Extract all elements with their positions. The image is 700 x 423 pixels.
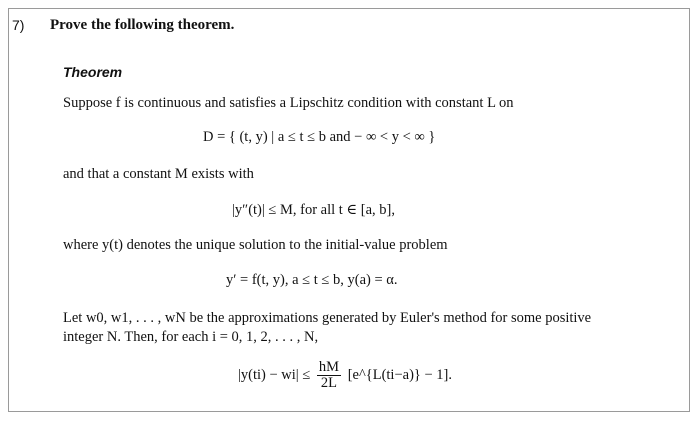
euler-line-1: Let w0, w1, . . . , wN be the approximations generated by Euler's method for some positive xyxy=(63,310,592,326)
bound-equation: |y″(t)| ≤ M, for all t ∈ [a, b], xyxy=(232,202,396,218)
error-bound-equation xyxy=(238,360,452,391)
fraction-denominator: 2L xyxy=(320,375,338,391)
theorem-intro: Suppose f is continuous and satisfies a Lipschitz condition with constant L on xyxy=(63,95,514,111)
error-rhs: [e^{L(ti−a)} − 1]. xyxy=(347,366,452,383)
constant-line: and that a constant M exists with xyxy=(63,166,254,182)
error-fraction xyxy=(317,360,341,391)
question-number: 7) xyxy=(12,17,25,33)
ivp-equation: y′ = f(t, y), a ≤ t ≤ b, y(a) = α. xyxy=(226,272,398,288)
domain-equation: D = { (t, y) | a ≤ t ≤ b and − ∞ < y < ∞ } xyxy=(203,129,436,145)
error-lhs: |y(ti) − wi| ≤ xyxy=(238,366,311,383)
theorem-heading: Theorem xyxy=(63,64,123,80)
solution-line: where y(t) denotes the unique solution to the initial-value problem xyxy=(63,237,448,253)
question-title: Prove the following theorem. xyxy=(50,17,235,33)
euler-line-2: integer N. Then, for each i = 0, 1, 2, . . . , N, xyxy=(63,329,319,345)
fraction-numerator: hM xyxy=(318,359,340,375)
